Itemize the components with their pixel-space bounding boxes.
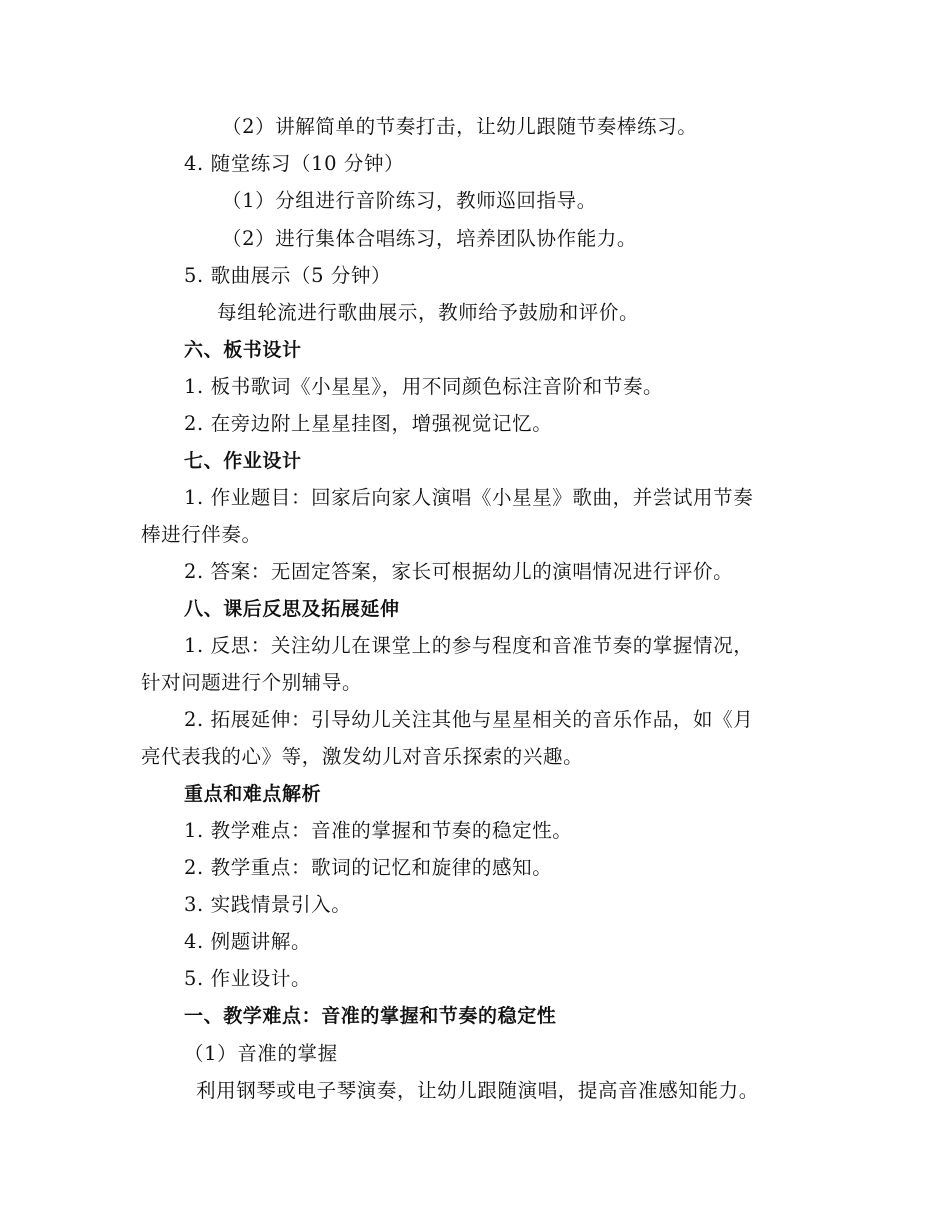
list-item: 4. 例题讲解。 bbox=[184, 930, 312, 953]
list-item: 4. 随堂练习（10 分钟） bbox=[184, 152, 405, 175]
list-item: 2. 教学重点：歌词的记忆和旋律的感知。 bbox=[184, 856, 553, 879]
section-heading: 一、教学难点：音准的掌握和节奏的稳定性 bbox=[184, 1005, 557, 1027]
paragraph: 每组轮流进行歌曲展示，教师给予鼓励和评价。 bbox=[217, 301, 640, 324]
list-item: 1. 反思：关注幼儿在课堂上的参与程度和音准节奏的掌握情况， bbox=[184, 634, 754, 657]
section-heading: 重点和难点解析 bbox=[184, 783, 322, 805]
list-item: 2. 在旁边附上星星挂图，增强视觉记忆。 bbox=[184, 412, 553, 435]
text-line: 棒进行伴奏。 bbox=[141, 523, 262, 546]
paragraph: 利用钢琴或电子琴演奏，让幼儿跟随演唱，提高音准感知能力。 bbox=[196, 1079, 759, 1102]
section-heading: 六、板书设计 bbox=[184, 339, 302, 361]
text-line: （1）分组进行音阶练习，教师巡回指导。 bbox=[222, 189, 597, 212]
text-line: （2）进行集体合唱练习，培养团队协作能力。 bbox=[222, 227, 638, 250]
list-item: 3. 实践情景引入。 bbox=[184, 893, 352, 916]
list-item: 5. 歌曲展示（5 分钟） bbox=[184, 264, 392, 287]
text-line: 亮代表我的心》等，激发幼儿对音乐探索的兴趣。 bbox=[141, 745, 584, 768]
list-item: 2. 答案：无固定答案，家长可根据幼儿的演唱情况进行评价。 bbox=[184, 560, 734, 583]
text-line: 针对问题进行个别辅导。 bbox=[141, 671, 363, 694]
section-heading: 七、作业设计 bbox=[184, 450, 302, 472]
list-item: 5. 作业设计。 bbox=[184, 967, 312, 990]
list-item: 1. 板书歌词《小星星》，用不同颜色标注音阶和节奏。 bbox=[184, 375, 664, 398]
text-line: （2）讲解简单的节奏打击，让幼儿跟随节奏棒练习。 bbox=[222, 115, 698, 138]
section-heading: 八、课后反思及拓展延伸 bbox=[184, 598, 400, 620]
list-item: 2. 拓展延伸：引导幼儿关注其他与星星相关的音乐作品，如《月 bbox=[184, 708, 754, 731]
list-item: 1. 作业题目：回家后向家人演唱《小星星》歌曲，并尝试用节奏 bbox=[184, 486, 754, 509]
subheading: （1）音准的掌握 bbox=[184, 1042, 338, 1065]
list-item: 1. 教学难点：音准的掌握和节奏的稳定性。 bbox=[184, 819, 573, 842]
